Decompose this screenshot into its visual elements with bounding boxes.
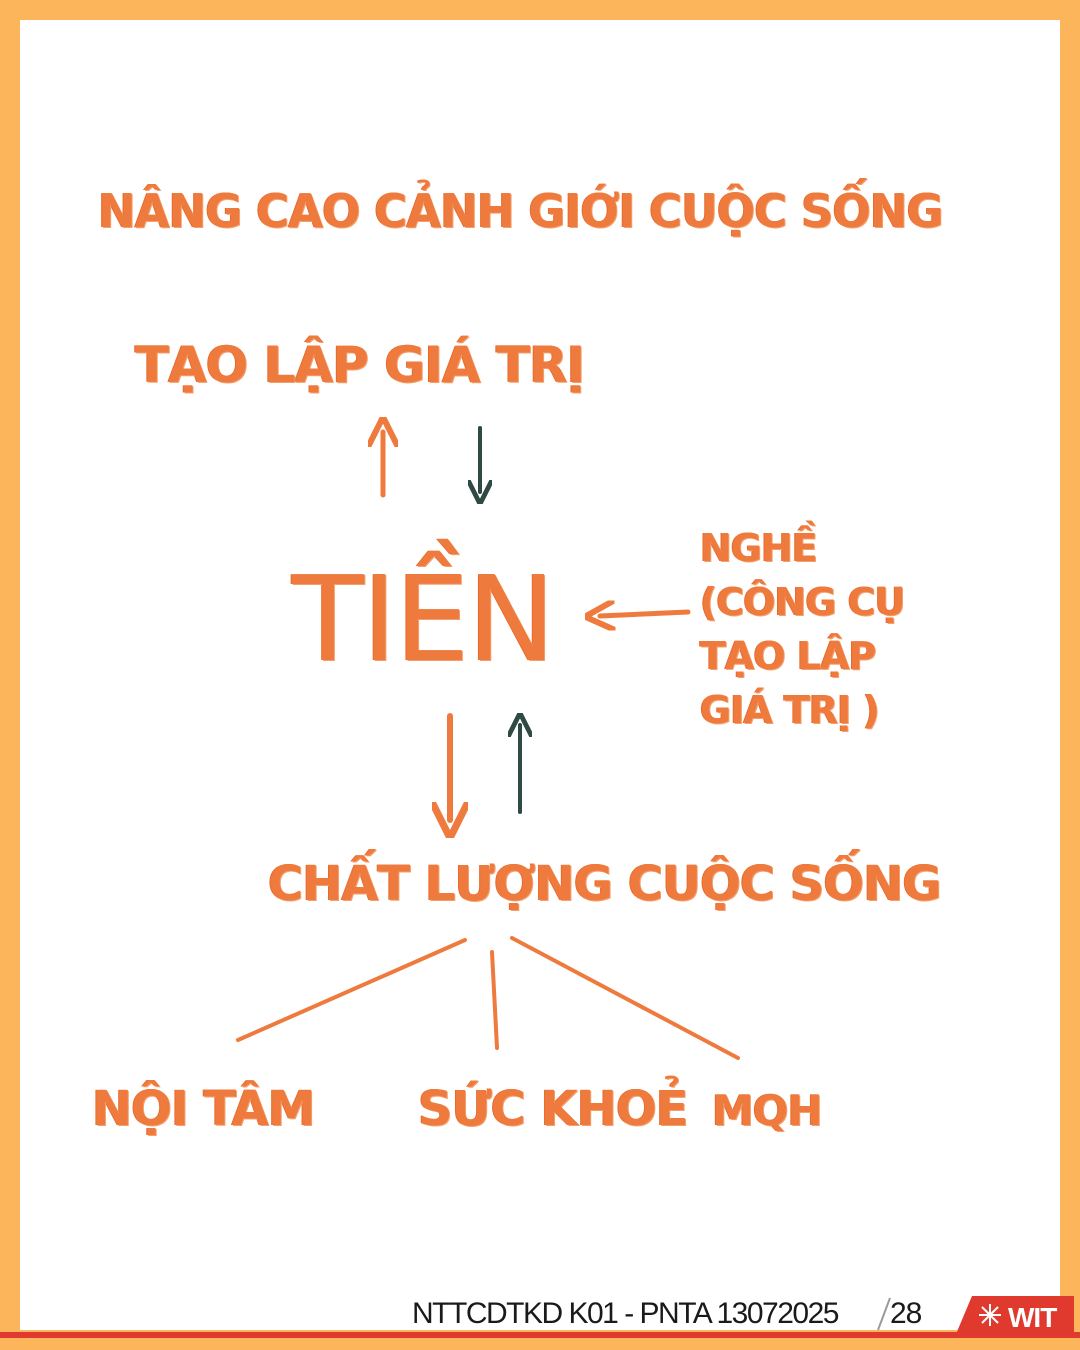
branch-line-health — [492, 952, 497, 1048]
wit-logo: WIT — [1008, 1302, 1057, 1333]
branch-inner-self: NỘI TÂM — [92, 1081, 315, 1137]
branch-relationships: MQH — [712, 1086, 822, 1135]
career-line-1: NGHỀ — [700, 526, 817, 570]
career-line-3: TẠO LẬP — [700, 633, 876, 678]
branch-line-inner — [238, 940, 465, 1040]
career-line-4: GIÁ TRỊ ) — [700, 687, 879, 732]
footer-course-code: NTTCDTKD K01 - PNTA 13072025 — [412, 1297, 838, 1330]
footer-divider-slash — [878, 1298, 890, 1330]
title-raise-life-level: NÂNG CAO CẢNH GIỚI CUỘC SỐNG — [98, 184, 943, 238]
node-money: TIỀN — [292, 550, 554, 688]
arrow-career-to-money — [600, 612, 688, 616]
branch-health: SỨC KHOẺ — [418, 1081, 688, 1137]
logo-star-icon — [979, 1304, 1001, 1326]
footer-bar — [0, 1332, 1080, 1338]
career-line-2: (CÔNG CỤ — [700, 579, 905, 624]
node-career — [700, 522, 905, 738]
node-create-value: TẠO LẬP GIÁ TRỊ — [135, 336, 585, 394]
branch-line-relations — [512, 938, 738, 1058]
page-number: 28 — [890, 1297, 922, 1330]
node-quality-of-life: CHẤT LƯỢNG CUỘC SỐNG — [268, 856, 941, 912]
